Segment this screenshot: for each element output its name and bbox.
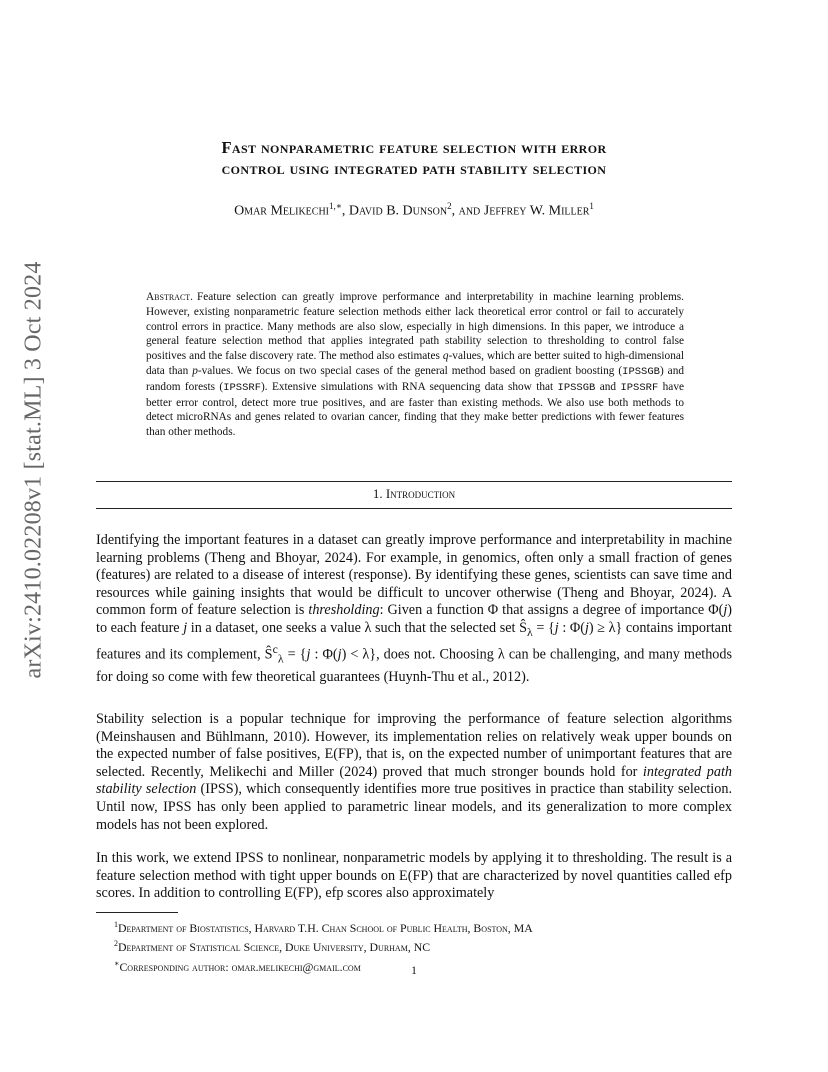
math-var: j (723, 602, 728, 619)
arxiv-identifier-text: arXiv:2410.02208v1 [stat.ML] 3 Oct 2024 (20, 261, 47, 679)
abstract-math: p (192, 364, 198, 377)
section-heading-introduction: 1. Introduction (372, 486, 456, 501)
abstract-label: Abstract. (146, 291, 193, 303)
author-2: David B. Dunson (348, 203, 448, 219)
intro-paragraph-1 (96, 532, 732, 686)
body-text: In this work, we extend IPSS to nonlinear, nonparametric models by applying it to thresholding. The result is a feature selection method with tight upper bounds on E(FP) that are characterized by novel quantities called efp scores. In addition to controlling E(FP), efp scores also approximately (96, 850, 732, 902)
body-text: : Given a function Φ that assigns a degree of importance Φ( (379, 602, 724, 619)
abstract-text: Feature selection can greatly improve performance and interpretability in machine learning problems. However, existing nonparametric feature selection methods either lack theoretical error control or fail to accurately control errors in practice. Many methods are also slow, especially in high dimensions. In this paper, we introduce a general feature selection method that applies integrated path stability selection to thresholding to control false positives and the false discovery rate. The method also estimates (146, 291, 684, 363)
method-name-ipssrf: IPSSRF (223, 381, 261, 394)
author-3: Jeffrey W. Miller (483, 203, 590, 219)
body-text: ) < λ}, does not. Choosing λ can be challenging, and many methods for doing so come with few theoretical guarantees (Huynh-Thu et al., 2012). (96, 647, 733, 685)
paper-title (96, 137, 732, 179)
abstract-text: ). Extensive simulations with RNA sequencing data show that (261, 380, 558, 393)
body-text: Stability selection is a popular technique for improving the performance of feature selection algorithms (Meinshausen and Bühlmann, 2010). However, its implementation relies on relatively weak upper bounds on the expected number of false positives, E(FP), that is, on the expected number of unimportant features that are selected. Recently, Melikechi and Miller (2024) proved that much stronger bounds hold for (96, 711, 732, 780)
math-var: j (183, 619, 188, 636)
section-rule-bottom (96, 508, 732, 509)
emphasis: thresholding (308, 602, 380, 619)
body-text: ) to each feature (96, 602, 733, 636)
title-line-2: control using integrated path stability selection (221, 159, 607, 178)
footnote-marker: 2 (114, 939, 118, 949)
abstract (146, 290, 684, 440)
author-list (96, 201, 732, 220)
math-subscript: λ (277, 651, 284, 666)
intro-paragraph-2 (96, 711, 732, 834)
intro-paragraph-3 (96, 850, 732, 903)
math-superscript: c (272, 642, 278, 657)
author-1: Omar Melikechi (234, 203, 330, 219)
author-1-affiliation: 1,∗ (329, 201, 342, 211)
footnote-marker: 1 (114, 920, 118, 929)
author-separator: , and (451, 203, 484, 219)
body-text: = { (532, 619, 555, 636)
body-text: in a dataset, one seeks a value λ such that the selected set Ŝ (187, 619, 527, 636)
abstract-math: q (442, 350, 449, 363)
title-line-1: Fast nonparametric feature selection with error (221, 138, 607, 157)
section-rule-top (96, 481, 732, 482)
footnote-2 (114, 936, 734, 955)
abstract-text: -values. We focus on two special cases of the general method based on gradient boosting ( (197, 364, 623, 377)
author-2-affiliation: 2 (447, 201, 452, 211)
math-var: j (554, 619, 559, 636)
footnote-rule (96, 912, 178, 913)
math-var: j (306, 647, 311, 664)
body-text: ) ≥ λ} contains important features and its complement, Ŝ (96, 619, 732, 664)
body-text: (IPSS), which consequently identifies more true positives in practice than stability selection. Until now, IPSS has only been applied to parametric linear models, and its generalization to more complex models has not been explored. (96, 781, 732, 833)
abstract-text: ) and random forests ( (146, 364, 684, 393)
method-name-ipssgb: IPSSGB (622, 365, 660, 378)
footnote-1 (114, 917, 734, 936)
math-subscript: λ (526, 624, 533, 639)
abstract-text: -values, which are better suited to high-dimensional data than (146, 350, 684, 377)
emphasis: integrated path stability selection (96, 763, 732, 798)
footnote-text: Department of Biostatistics, Harvard T.H. Chan School of Public Health, Boston, MA (118, 920, 533, 935)
page-number: 1 (411, 965, 417, 977)
body-text: Identifying the important features in a dataset can greatly improve performance and interpretability in machine learning problems (Theng and Bhoyar, 2024). For example, in genomics, often only a small fraction of genes (features) are related to a disease of interest (response). By identifying these genes, scientists can save time and resources while gaining insights that would be difficult to uncover otherwise (Theng and Bhoyar, 2024). A common form of feature selection is (96, 532, 732, 619)
footnote-text: Corresponding author: omar.melikechi@gmail.com (119, 959, 361, 974)
body-text: = { (283, 647, 307, 664)
author-3-affiliation: 1 (589, 201, 594, 211)
body-text: : Φ( (310, 647, 338, 664)
author-separator: , (341, 203, 349, 219)
math-var: j (337, 647, 342, 664)
body-text: : Φ( (558, 619, 585, 636)
abstract-text: have better error control, detect more true positives, and are faster than existing methods. We also use both methods to detect microRNAs and genes related to ovarian cancer, finding that they make better predictions with fewer features than other methods. (146, 380, 684, 439)
arxiv-identifier-sidebar (14, 261, 54, 679)
method-name-ipssgb: IPSSGB (557, 381, 596, 394)
abstract-text: and (595, 380, 621, 393)
footnote-text: Department of Statistical Science, Duke University, Durham, NC (118, 940, 431, 955)
footnote-marker: ∗ (114, 958, 120, 968)
method-name-ipssrf: IPSSRF (620, 381, 659, 394)
math-var: j (584, 619, 589, 636)
